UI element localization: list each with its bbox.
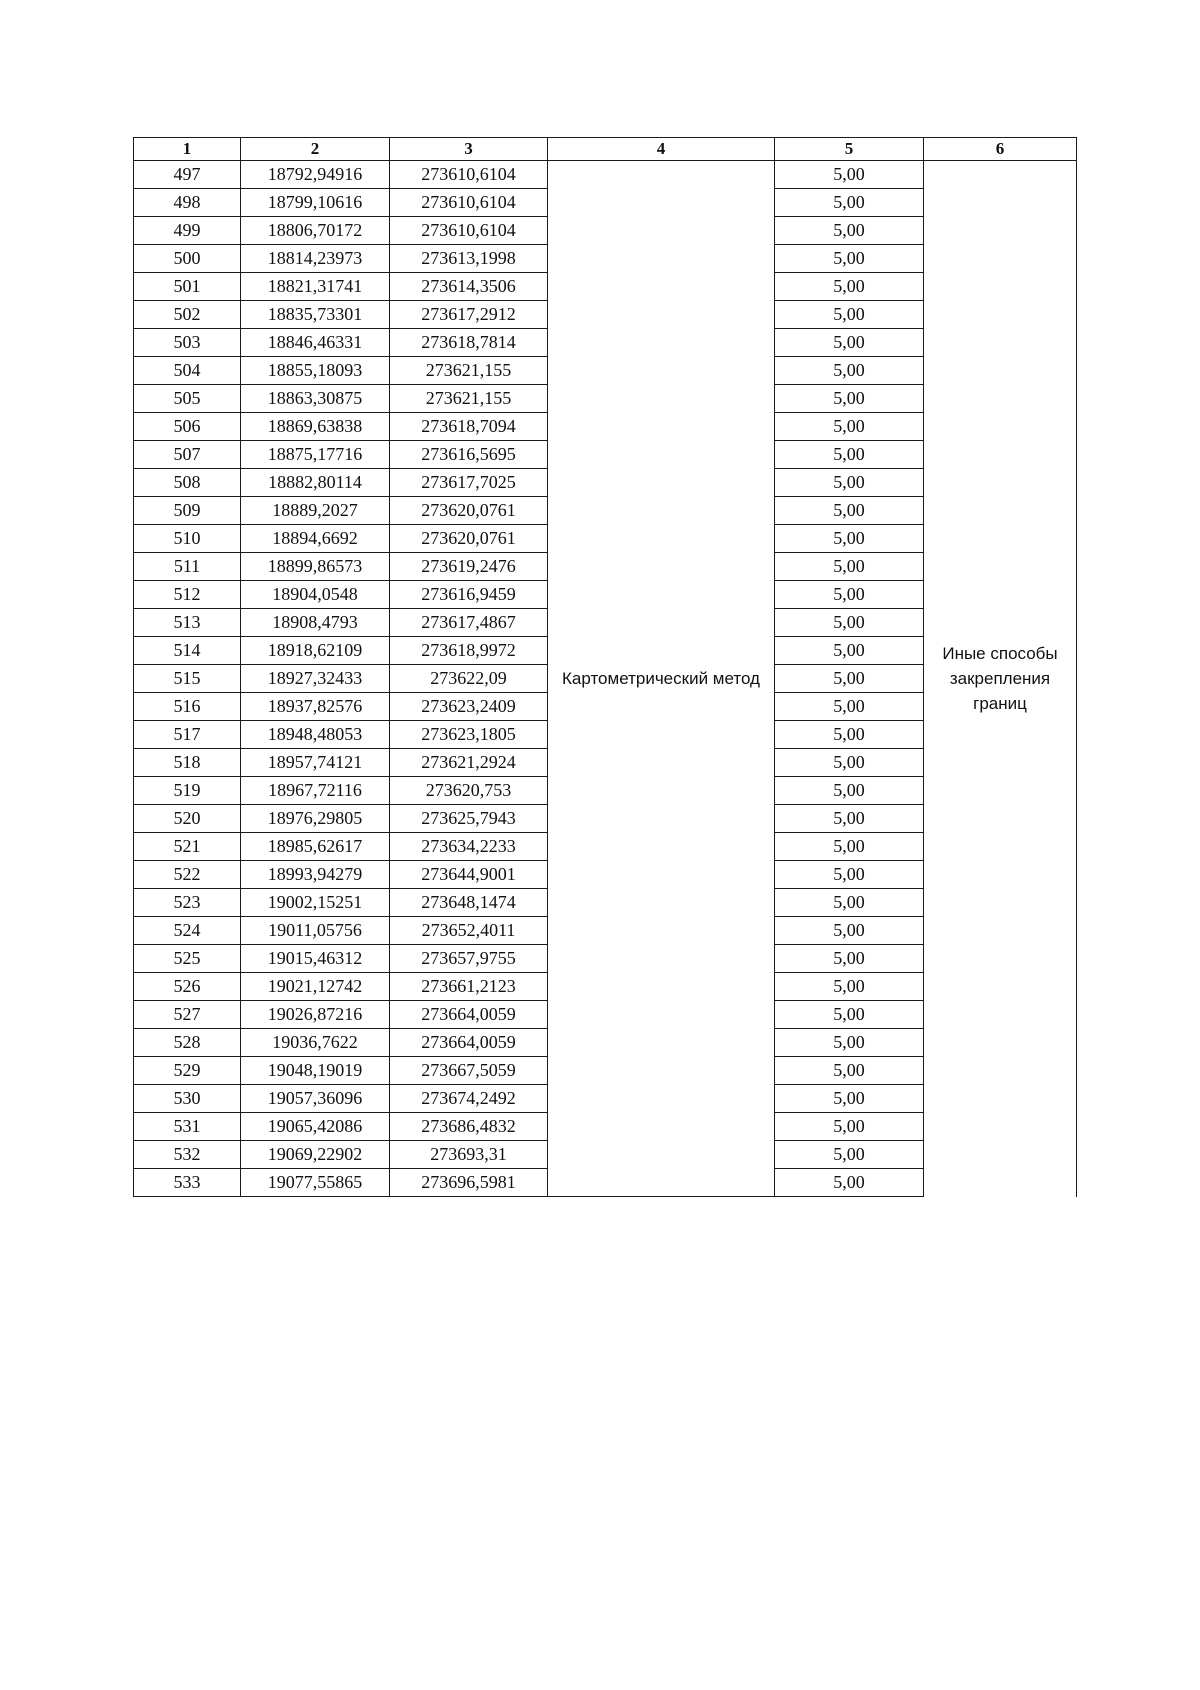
point-number-cell: 522	[134, 861, 241, 889]
coordinate-x-cell: 18821,31741	[241, 273, 390, 301]
point-number-cell: 505	[134, 385, 241, 413]
coordinate-x-cell: 18814,23973	[241, 245, 390, 273]
point-number-cell: 530	[134, 1085, 241, 1113]
accuracy-cell: 5,00	[775, 497, 924, 525]
coordinate-x-cell: 18846,46331	[241, 329, 390, 357]
accuracy-cell: 5,00	[775, 329, 924, 357]
point-number-cell: 532	[134, 1141, 241, 1169]
coordinate-y-cell: 273618,9972	[390, 637, 548, 665]
accuracy-cell: 5,00	[775, 385, 924, 413]
coordinate-y-cell: 273617,4867	[390, 609, 548, 637]
point-number-cell: 500	[134, 245, 241, 273]
coordinate-y-cell: 273696,5981	[390, 1169, 548, 1197]
point-number-cell: 499	[134, 217, 241, 245]
coordinate-x-cell: 18835,73301	[241, 301, 390, 329]
coordinate-y-cell: 273623,2409	[390, 693, 548, 721]
point-number-cell: 511	[134, 553, 241, 581]
coordinate-x-cell: 18993,94279	[241, 861, 390, 889]
accuracy-cell: 5,00	[775, 1113, 924, 1141]
point-number-cell: 512	[134, 581, 241, 609]
accuracy-cell: 5,00	[775, 189, 924, 217]
coordinate-y-cell: 273610,6104	[390, 217, 548, 245]
coordinate-x-cell: 18863,30875	[241, 385, 390, 413]
coordinate-y-cell: 273664,0059	[390, 1029, 548, 1057]
point-number-cell: 516	[134, 693, 241, 721]
column-header-3: 3	[390, 138, 548, 161]
coordinate-y-cell: 273657,9755	[390, 945, 548, 973]
coordinate-x-cell: 18904,0548	[241, 581, 390, 609]
coordinate-y-cell: 273614,3506	[390, 273, 548, 301]
point-number-cell: 517	[134, 721, 241, 749]
point-number-cell: 502	[134, 301, 241, 329]
accuracy-cell: 5,00	[775, 273, 924, 301]
coordinate-y-cell: 273693,31	[390, 1141, 548, 1169]
coordinate-x-cell: 19077,55865	[241, 1169, 390, 1197]
coordinate-y-cell: 273616,9459	[390, 581, 548, 609]
point-number-cell: 521	[134, 833, 241, 861]
coordinate-x-cell: 19069,22902	[241, 1141, 390, 1169]
coordinate-x-cell: 19065,42086	[241, 1113, 390, 1141]
coordinate-x-cell: 18889,2027	[241, 497, 390, 525]
accuracy-cell: 5,00	[775, 301, 924, 329]
coordinate-y-cell: 273620,0761	[390, 525, 548, 553]
coordinate-y-cell: 273674,2492	[390, 1085, 548, 1113]
point-number-cell: 515	[134, 665, 241, 693]
coordinate-x-cell: 18799,10616	[241, 189, 390, 217]
point-number-cell: 523	[134, 889, 241, 917]
coordinate-x-cell: 19057,36096	[241, 1085, 390, 1113]
coordinate-y-cell: 273613,1998	[390, 245, 548, 273]
accuracy-cell: 5,00	[775, 1169, 924, 1197]
coordinate-x-cell: 19026,87216	[241, 1001, 390, 1029]
accuracy-cell: 5,00	[775, 833, 924, 861]
point-number-cell: 529	[134, 1057, 241, 1085]
table-body	[134, 161, 1077, 1197]
point-number-cell: 504	[134, 357, 241, 385]
accuracy-cell: 5,00	[775, 1085, 924, 1113]
accuracy-cell: 5,00	[775, 749, 924, 777]
coordinate-y-cell: 273616,5695	[390, 441, 548, 469]
coordinate-x-cell: 19036,7622	[241, 1029, 390, 1057]
coordinate-x-cell: 18918,62109	[241, 637, 390, 665]
header-row	[134, 138, 1077, 161]
coordinate-y-cell: 273621,2924	[390, 749, 548, 777]
coordinate-x-cell: 19021,12742	[241, 973, 390, 1001]
coordinate-x-cell: 18937,82576	[241, 693, 390, 721]
point-number-cell: 509	[134, 497, 241, 525]
coordinate-y-cell: 273621,155	[390, 357, 548, 385]
coordinate-y-cell: 273610,6104	[390, 161, 548, 189]
point-number-cell: 519	[134, 777, 241, 805]
coordinate-y-cell: 273652,4011	[390, 917, 548, 945]
method-cell: Картометрический метод	[548, 161, 775, 1197]
coordinate-x-cell: 19015,46312	[241, 945, 390, 973]
accuracy-cell: 5,00	[775, 553, 924, 581]
accuracy-cell: 5,00	[775, 889, 924, 917]
accuracy-cell: 5,00	[775, 245, 924, 273]
point-number-cell: 503	[134, 329, 241, 357]
column-header-2: 2	[241, 138, 390, 161]
point-number-cell: 507	[134, 441, 241, 469]
accuracy-cell: 5,00	[775, 525, 924, 553]
accuracy-cell: 5,00	[775, 217, 924, 245]
coordinate-x-cell: 19011,05756	[241, 917, 390, 945]
point-number-cell: 524	[134, 917, 241, 945]
coordinate-x-cell: 18899,86573	[241, 553, 390, 581]
coordinate-x-cell: 18985,62617	[241, 833, 390, 861]
accuracy-cell: 5,00	[775, 441, 924, 469]
coordinate-x-cell: 18882,80114	[241, 469, 390, 497]
point-number-cell: 508	[134, 469, 241, 497]
coordinate-x-cell: 18927,32433	[241, 665, 390, 693]
accuracy-cell: 5,00	[775, 1001, 924, 1029]
coordinate-y-cell: 273617,2912	[390, 301, 548, 329]
coordinate-x-cell: 18806,70172	[241, 217, 390, 245]
point-number-cell: 520	[134, 805, 241, 833]
coordinate-y-cell: 273618,7094	[390, 413, 548, 441]
accuracy-cell: 5,00	[775, 917, 924, 945]
coordinate-y-cell: 273661,2123	[390, 973, 548, 1001]
accuracy-cell: 5,00	[775, 161, 924, 189]
coordinate-y-cell: 273634,2233	[390, 833, 548, 861]
column-header-6: 6	[924, 138, 1077, 161]
point-number-cell: 525	[134, 945, 241, 973]
coordinate-x-cell: 18908,4793	[241, 609, 390, 637]
point-number-cell: 531	[134, 1113, 241, 1141]
accuracy-cell: 5,00	[775, 693, 924, 721]
point-number-cell: 527	[134, 1001, 241, 1029]
column-header-1: 1	[134, 138, 241, 161]
point-number-cell: 513	[134, 609, 241, 637]
coordinate-y-cell: 273648,1474	[390, 889, 548, 917]
coordinate-x-cell: 18869,63838	[241, 413, 390, 441]
point-number-cell: 533	[134, 1169, 241, 1197]
table-header	[134, 138, 1077, 161]
accuracy-cell: 5,00	[775, 609, 924, 637]
coordinate-y-cell: 273619,2476	[390, 553, 548, 581]
coordinate-x-cell: 19002,15251	[241, 889, 390, 917]
coordinate-y-cell: 273618,7814	[390, 329, 548, 357]
table-row	[134, 161, 1077, 189]
coordinate-y-cell: 273644,9001	[390, 861, 548, 889]
column-header-4: 4	[548, 138, 775, 161]
coordinate-y-cell: 273664,0059	[390, 1001, 548, 1029]
coordinate-x-cell: 18875,17716	[241, 441, 390, 469]
accuracy-cell: 5,00	[775, 1141, 924, 1169]
accuracy-cell: 5,00	[775, 721, 924, 749]
point-number-cell: 506	[134, 413, 241, 441]
point-number-cell: 498	[134, 189, 241, 217]
point-number-cell: 518	[134, 749, 241, 777]
coordinate-x-cell: 19048,19019	[241, 1057, 390, 1085]
coordinate-y-cell: 273686,4832	[390, 1113, 548, 1141]
accuracy-cell: 5,00	[775, 469, 924, 497]
point-number-cell: 501	[134, 273, 241, 301]
coordinate-y-cell: 273667,5059	[390, 1057, 548, 1085]
point-number-cell: 514	[134, 637, 241, 665]
coordinate-x-cell: 18948,48053	[241, 721, 390, 749]
accuracy-cell: 5,00	[775, 805, 924, 833]
coordinate-y-cell: 273620,753	[390, 777, 548, 805]
coordinate-y-cell: 273620,0761	[390, 497, 548, 525]
coordinate-x-cell: 18792,94916	[241, 161, 390, 189]
accuracy-cell: 5,00	[775, 413, 924, 441]
accuracy-cell: 5,00	[775, 945, 924, 973]
accuracy-cell: 5,00	[775, 861, 924, 889]
coordinate-y-cell: 273610,6104	[390, 189, 548, 217]
coordinate-y-cell: 273622,09	[390, 665, 548, 693]
coordinate-x-cell: 18976,29805	[241, 805, 390, 833]
point-number-cell: 528	[134, 1029, 241, 1057]
accuracy-cell: 5,00	[775, 581, 924, 609]
accuracy-cell: 5,00	[775, 665, 924, 693]
accuracy-cell: 5,00	[775, 1029, 924, 1057]
point-number-cell: 497	[134, 161, 241, 189]
coordinate-x-cell: 18967,72116	[241, 777, 390, 805]
accuracy-cell: 5,00	[775, 777, 924, 805]
coordinate-y-cell: 273625,7943	[390, 805, 548, 833]
point-number-cell: 526	[134, 973, 241, 1001]
point-number-cell: 510	[134, 525, 241, 553]
coordinate-y-cell: 273617,7025	[390, 469, 548, 497]
accuracy-cell: 5,00	[775, 1057, 924, 1085]
column-header-5: 5	[775, 138, 924, 161]
coordinate-x-cell: 18855,18093	[241, 357, 390, 385]
accuracy-cell: 5,00	[775, 357, 924, 385]
coordinate-x-cell: 18894,6692	[241, 525, 390, 553]
accuracy-cell: 5,00	[775, 973, 924, 1001]
accuracy-cell: 5,00	[775, 637, 924, 665]
coordinate-y-cell: 273623,1805	[390, 721, 548, 749]
coordinate-x-cell: 18957,74121	[241, 749, 390, 777]
coordinates-table	[133, 137, 1077, 1197]
coordinate-y-cell: 273621,155	[390, 385, 548, 413]
fixation-method-cell: Иные способы закрепления границ	[924, 161, 1077, 1197]
